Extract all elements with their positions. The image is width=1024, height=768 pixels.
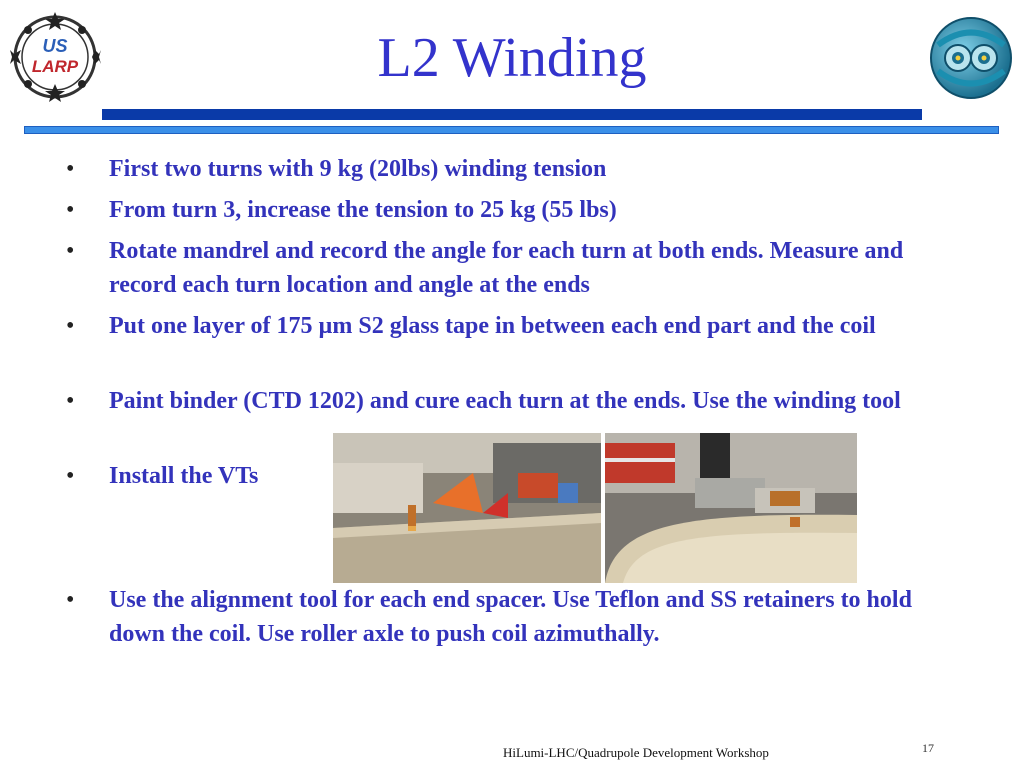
bullet-text: Use the alignment tool for each end spacer. Use Teflon and SS retainers to hold down the coil. Use roller axle to push coil azimuthally.: [109, 587, 912, 647]
title-underline-dark: [102, 109, 922, 120]
bullet-text: Install the VTs: [109, 463, 259, 489]
slide-title: L2 Winding: [377, 27, 647, 89]
bullet-text: Paint binder (CTD 1202) and cure each turn at the ends. Use the winding tool: [109, 388, 901, 414]
bullet-item: [66, 583, 946, 651]
footer-text: HiLumi-LHC/Quadrupole Development Workshop: [503, 745, 769, 760]
bullet-marker: •: [66, 197, 75, 223]
bullet-marker: •: [66, 463, 75, 489]
bullet-item: [66, 309, 946, 343]
bullet-marker: •: [66, 156, 75, 182]
page-number: 17: [922, 741, 934, 755]
coil-photo-right: [605, 433, 857, 583]
bullet-marker: •: [66, 587, 75, 613]
bullet-text: First two turns with 9 kg (20lbs) winding tension: [109, 156, 607, 182]
bullet-text: From turn 3, increase the tension to 25 kg (55 lbs): [109, 197, 617, 223]
bullet-item: [66, 234, 946, 302]
logo-text-larp: LARP: [31, 57, 79, 76]
title-underline-light: [24, 126, 999, 134]
bullet-item: [66, 384, 946, 418]
bullet-text: Rotate mandrel and record the angle for each turn at both ends. Measure and record each turn location and angle at the ends: [109, 238, 904, 298]
logo-text-us: US: [42, 36, 68, 56]
bullet-marker: •: [66, 313, 75, 339]
coil-photo-left: [333, 433, 601, 583]
bullet-marker: •: [66, 388, 75, 414]
bullet-text: Put one layer of 175 µm S2 glass tape in between each end part and the coil: [109, 313, 876, 339]
bullet-item: [66, 152, 946, 186]
bullet-item: [66, 193, 946, 227]
bullet-marker: •: [66, 238, 75, 264]
